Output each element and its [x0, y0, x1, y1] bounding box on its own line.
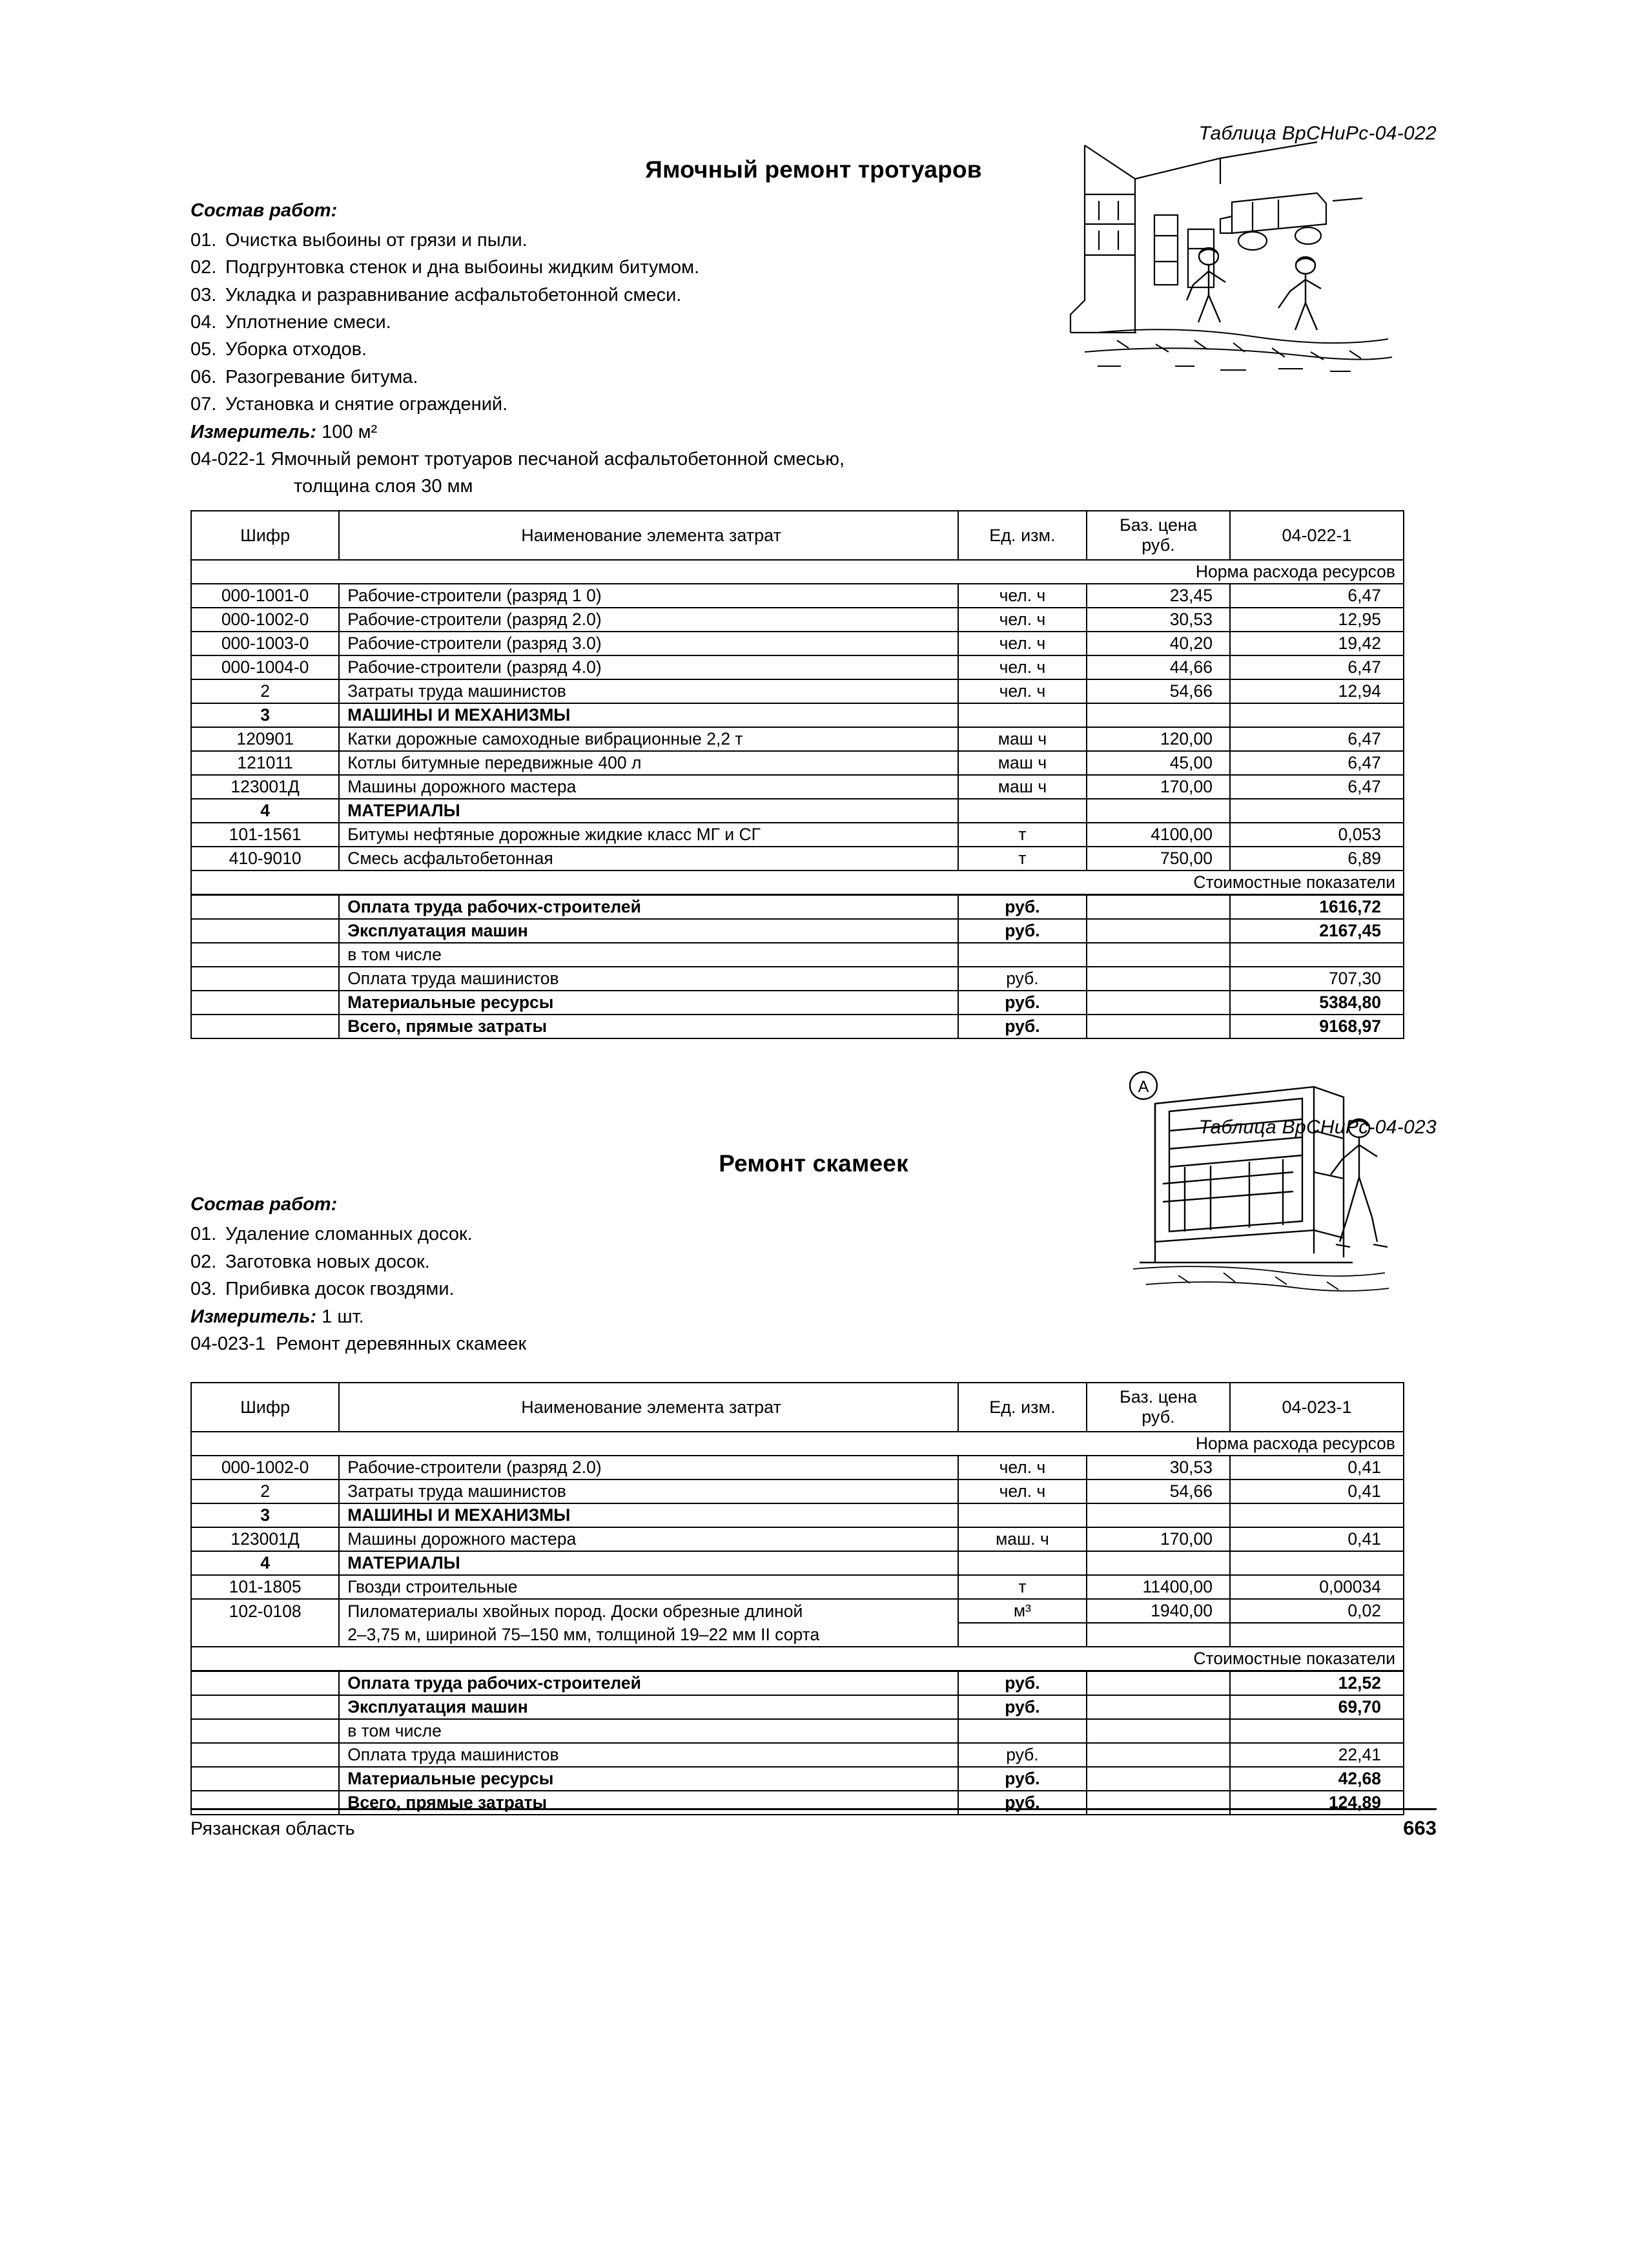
row-name: Рабочие-строители (разряд 2.0): [339, 1456, 958, 1479]
row-unit: чел. ч: [958, 1456, 1087, 1479]
work-text: Заготовка новых досок.: [225, 1251, 430, 1272]
cost-row: [191, 1767, 1404, 1791]
cost-row: [191, 919, 1404, 943]
table-row: [191, 751, 1404, 775]
work-text: Подгрунтовка стенок и дна выбоины жидким битумом.: [225, 257, 700, 278]
cost-unit: [958, 1719, 1087, 1743]
row-price: 4100,00: [1087, 823, 1230, 847]
row-name: Гвозди строительные: [339, 1575, 958, 1599]
table-row: [191, 1479, 1404, 1503]
measure-label: Измеритель:: [190, 1306, 317, 1328]
row-unit: маш ч: [958, 775, 1087, 799]
section-pothole-repair: [190, 123, 1437, 1039]
cost-name: Эксплуатация машин: [339, 919, 958, 943]
cost-value: 42,68: [1230, 1767, 1404, 1791]
table-caption-2: Таблица ВрСНиРс-04-023: [1198, 1117, 1437, 1139]
row-unit: [958, 1503, 1087, 1527]
row-norm: 0,41: [1230, 1527, 1404, 1551]
header-price: [1087, 511, 1230, 560]
row-price: [1087, 1623, 1230, 1647]
band-label-norms: Норма расхода ресурсов: [191, 560, 1404, 584]
row-norm: 6,47: [1230, 655, 1404, 679]
row-name: МАТЕРИАЛЫ: [339, 1551, 958, 1575]
row-name: 2–3,75 м, шириной 75–150 мм, толщиной 19–22 мм II сорта: [339, 1623, 958, 1647]
row-unit: т: [958, 1575, 1087, 1599]
band-label-costs: Стоимостные показатели: [191, 871, 1404, 895]
row-norm: [1230, 1623, 1404, 1647]
row-name: МАТЕРИАЛЫ: [339, 799, 958, 823]
row-unit: чел. ч: [958, 632, 1087, 655]
cost-name: Оплата труда рабочих-строителей: [339, 895, 958, 920]
cost-unit: руб.: [958, 895, 1087, 920]
row-price: 45,00: [1087, 751, 1230, 775]
table-row: [191, 584, 1404, 608]
row-price: 1940,00: [1087, 1599, 1230, 1623]
cost-row: [191, 1719, 1404, 1743]
row-price: 170,00: [1087, 775, 1230, 799]
row-code: 123001Д: [191, 1527, 339, 1551]
row-name: Машины дорожного мастера: [339, 1527, 958, 1551]
table-row-group-header: [191, 799, 1404, 823]
code-text-2: толщина слоя 30 мм: [294, 476, 473, 497]
row-code: 101-1805: [191, 1575, 339, 1599]
cost-value: 69,70: [1230, 1695, 1404, 1719]
row-code: 2: [191, 1479, 339, 1503]
page-number: 663: [1403, 1817, 1437, 1839]
section-title-2: Ремонт скамеек: [719, 1150, 908, 1177]
list-item: [190, 282, 1437, 309]
row-price: 120,00: [1087, 727, 1230, 751]
row-unit: [958, 1551, 1087, 1575]
row-name: Смесь асфальтобетонная: [339, 847, 958, 871]
work-number: 02.: [190, 1251, 217, 1272]
cost-unit: руб.: [958, 1791, 1087, 1815]
row-name: Котлы битумные передвижные 400 л: [339, 751, 958, 775]
cost-name: в том числе: [339, 943, 958, 967]
row-code: 4: [191, 799, 339, 823]
row-price: [1087, 703, 1230, 727]
cost-unit: руб.: [958, 1767, 1087, 1791]
header-code: Шифр: [191, 1383, 339, 1432]
header-norm: 04-022-1: [1230, 511, 1404, 560]
cost-row: [191, 1015, 1404, 1038]
row-unit: чел. ч: [958, 584, 1087, 608]
row-code: 000-1004-0: [191, 655, 339, 679]
row-unit: чел. ч: [958, 655, 1087, 679]
measure-value: 1 шт.: [322, 1306, 364, 1328]
code-id: 04-023-1: [190, 1334, 266, 1355]
row-unit: [958, 1623, 1087, 1647]
row-code: 120901: [191, 727, 339, 751]
cost-row: [191, 1671, 1404, 1696]
table-row-group-header: [191, 703, 1404, 727]
row-price: 30,53: [1087, 608, 1230, 632]
row-code: 121011: [191, 751, 339, 775]
work-number: 05.: [190, 339, 217, 360]
table-row: [191, 608, 1404, 632]
cost-unit: руб.: [958, 1015, 1087, 1038]
table-row-group-header: [191, 1503, 1404, 1527]
row-name: МАШИНЫ И МЕХАНИЗМЫ: [339, 1503, 958, 1527]
row-code: 000-1002-0: [191, 608, 339, 632]
measure-line-1: [190, 422, 1437, 443]
row-norm: 0,41: [1230, 1479, 1404, 1503]
header-name: Наименование элемента затрат: [339, 1383, 958, 1432]
row-code: 410-9010: [191, 847, 339, 871]
row-name: МАШИНЫ И МЕХАНИЗМЫ: [339, 703, 958, 727]
band-row-norms: [191, 560, 1404, 584]
row-code: 101-1561: [191, 823, 339, 847]
work-text: Удаление сломанных досок.: [225, 1224, 473, 1245]
row-norm: 6,47: [1230, 727, 1404, 751]
band-row-costs: [191, 1647, 1404, 1671]
code-line-2: [190, 1330, 1437, 1357]
works-label-2: Состав работ:: [190, 1194, 338, 1215]
cost-name: Оплата труда рабочих-строителей: [339, 1671, 958, 1696]
row-price: 750,00: [1087, 847, 1230, 871]
cost-name: Всего, прямые затраты: [339, 1015, 958, 1038]
table-row: [191, 655, 1404, 679]
row-price: 44,66: [1087, 655, 1230, 679]
header-price: [1087, 1383, 1230, 1432]
row-norm: 6,47: [1230, 751, 1404, 775]
cost-unit: руб.: [958, 1743, 1087, 1767]
list-item: [190, 1221, 1437, 1248]
table-row: [191, 847, 1404, 871]
header-norm: 04-023-1: [1230, 1383, 1404, 1432]
row-code: 102-0108: [191, 1599, 339, 1623]
row-unit: маш. ч: [958, 1527, 1087, 1551]
row-code: 000-1001-0: [191, 584, 339, 608]
row-name: Затраты труда машинистов: [339, 1479, 958, 1503]
cost-value: 5384,80: [1230, 991, 1404, 1015]
cost-value: [1230, 1719, 1404, 1743]
row-unit: маш ч: [958, 727, 1087, 751]
page-footer: [190, 1808, 1437, 1840]
header-unit: Ед. изм.: [958, 511, 1087, 560]
row-name: Машины дорожного мастера: [339, 775, 958, 799]
row-code: 000-1003-0: [191, 632, 339, 655]
header-price-sub: руб.: [1142, 1407, 1175, 1427]
table-row: [191, 823, 1404, 847]
table-header-row: [191, 1383, 1404, 1432]
header-price-sub: руб.: [1142, 535, 1175, 555]
table-row: [191, 1456, 1404, 1479]
row-code: 3: [191, 1503, 339, 1527]
row-unit: маш ч: [958, 751, 1087, 775]
row-name: Рабочие-строители (разряд 1 0): [339, 584, 958, 608]
work-text: Очистка выбоины от грязи и пыли.: [225, 230, 527, 251]
cost-unit: [958, 943, 1087, 967]
code-id: 04-022-1: [190, 449, 266, 470]
cost-name: Материальные ресурсы: [339, 991, 958, 1015]
work-number: 01.: [190, 230, 217, 251]
cost-value: 22,41: [1230, 1743, 1404, 1767]
work-number: 06.: [190, 366, 217, 387]
row-norm: 12,95: [1230, 608, 1404, 632]
row-norm: 0,00034: [1230, 1575, 1404, 1599]
work-text: Прибивка досок гвоздями.: [225, 1279, 455, 1300]
row-price: [1087, 1551, 1230, 1575]
work-text: Укладка и разравнивание асфальтобетонной смеси.: [225, 284, 682, 305]
row-norm: 0,41: [1230, 1456, 1404, 1479]
row-code: 3: [191, 703, 339, 727]
list-item: [190, 1275, 1437, 1303]
cost-row: [191, 1743, 1404, 1767]
work-number: 04.: [190, 311, 217, 333]
row-norm: 12,94: [1230, 679, 1404, 703]
work-number: 02.: [190, 257, 217, 278]
work-text: Установка и снятие ограждений.: [225, 393, 508, 415]
row-name: Затраты труда машинистов: [339, 679, 958, 703]
row-price: 30,53: [1087, 1456, 1230, 1479]
works-list-2: [190, 1221, 1437, 1303]
cost-unit: руб.: [958, 991, 1087, 1015]
table-caption-1: Таблица ВрСНиРс-04-022: [1198, 123, 1437, 144]
row-name: Рабочие-строители (разряд 2.0): [339, 608, 958, 632]
row-norm: 6,89: [1230, 847, 1404, 871]
cost-name: Оплата труда машинистов: [339, 1743, 958, 1767]
cost-row: [191, 943, 1404, 967]
row-unit: чел. ч: [958, 1479, 1087, 1503]
cost-value: 124,89: [1230, 1791, 1404, 1815]
row-code: 4: [191, 1551, 339, 1575]
cost-unit: руб.: [958, 1695, 1087, 1719]
row-unit: [958, 799, 1087, 823]
band-row-costs: [191, 871, 1404, 895]
table-row: [191, 775, 1404, 799]
cost-name: Материальные ресурсы: [339, 1767, 958, 1791]
row-norm: [1230, 799, 1404, 823]
cost-row: [191, 895, 1404, 920]
row-price: 11400,00: [1087, 1575, 1230, 1599]
work-text: Разогревание битума.: [225, 366, 418, 387]
row-code: 000-1002-0: [191, 1456, 339, 1479]
cost-name: в том числе: [339, 1719, 958, 1743]
cost-value: 1616,72: [1230, 895, 1404, 920]
cost-unit: руб.: [958, 967, 1087, 991]
section-title-1: Ямочный ремонт тротуаров: [645, 156, 982, 183]
table-row: [191, 1599, 1404, 1623]
list-item: [190, 364, 1437, 391]
measure-label: Измеритель:: [190, 422, 317, 443]
row-norm: 0,02: [1230, 1599, 1404, 1623]
header-price-main: Баз. цена: [1119, 1387, 1197, 1407]
norms-table-2: [190, 1382, 1404, 1815]
cost-value: 2167,45: [1230, 919, 1404, 943]
footer-divider: [190, 1808, 1437, 1810]
norms-table-1: [190, 510, 1404, 1039]
band-label-costs: Стоимостные показатели: [191, 1647, 1404, 1671]
row-unit: чел. ч: [958, 679, 1087, 703]
list-item: [190, 254, 1437, 281]
header-unit: Ед. изм.: [958, 1383, 1087, 1432]
row-norm: 19,42: [1230, 632, 1404, 655]
list-item: [190, 1248, 1437, 1275]
row-norm: 6,47: [1230, 584, 1404, 608]
table-row: [191, 1575, 1404, 1599]
row-unit: т: [958, 847, 1087, 871]
row-price: 54,66: [1087, 1479, 1230, 1503]
header-name: Наименование элемента затрат: [339, 511, 958, 560]
cost-value: 9168,97: [1230, 1015, 1404, 1038]
cost-unit: руб.: [958, 1671, 1087, 1696]
row-unit: [958, 703, 1087, 727]
row-price: 170,00: [1087, 1527, 1230, 1551]
header-code: Шифр: [191, 511, 339, 560]
row-norm: [1230, 703, 1404, 727]
row-price: 40,20: [1087, 632, 1230, 655]
row-norm: [1230, 1503, 1404, 1527]
row-price: [1087, 799, 1230, 823]
work-number: 03.: [190, 1279, 217, 1300]
cost-row: [191, 991, 1404, 1015]
cost-row: [191, 1695, 1404, 1719]
work-text: Уплотнение смеси.: [225, 311, 391, 333]
section-bench-repair: [190, 1117, 1437, 1815]
table-row: [191, 632, 1404, 655]
row-price: 23,45: [1087, 584, 1230, 608]
row-norm: [1230, 1551, 1404, 1575]
cost-row: [191, 967, 1404, 991]
list-item: [190, 309, 1437, 336]
cost-name: Оплата труда машинистов: [339, 967, 958, 991]
work-number: 07.: [190, 393, 217, 415]
row-unit: чел. ч: [958, 608, 1087, 632]
row-name: Битумы нефтяные дорожные жидкие класс МГ и СГ: [339, 823, 958, 847]
work-text: Уборка отходов.: [225, 339, 367, 360]
cost-value: 707,30: [1230, 967, 1404, 991]
measure-value: 100 м²: [322, 422, 378, 443]
list-item: [190, 391, 1437, 418]
table-header-row: [191, 511, 1404, 560]
svg-text:А: А: [1138, 1078, 1149, 1096]
row-code: 2: [191, 679, 339, 703]
document-body: [190, 123, 1437, 1815]
code-text: Ямочный ремонт тротуаров песчаной асфальтобетонной смесью,: [271, 449, 845, 470]
table-row: [191, 679, 1404, 703]
table-row: [191, 727, 1404, 751]
list-item: [190, 336, 1437, 363]
table-row-continuation: [191, 1623, 1404, 1647]
row-name: Рабочие-строители (разряд 3.0): [339, 632, 958, 655]
row-name: Рабочие-строители (разряд 4.0): [339, 655, 958, 679]
cost-value: [1230, 943, 1404, 967]
row-name: Катки дорожные самоходные вибрационные 2,2 т: [339, 727, 958, 751]
row-name: Пиломатериалы хвойных пород. Доски обрезные длиной: [339, 1599, 958, 1623]
row-price: 54,66: [1087, 679, 1230, 703]
row-unit: т: [958, 823, 1087, 847]
works-label-1: Состав работ:: [190, 200, 338, 221]
works-list-1: [190, 227, 1437, 418]
cost-name: Всего, прямые затраты: [339, 1791, 958, 1815]
row-code: [191, 1623, 339, 1647]
cost-unit: руб.: [958, 919, 1087, 943]
work-number: 03.: [190, 284, 217, 305]
list-item: [190, 227, 1437, 254]
cost-value: 12,52: [1230, 1671, 1404, 1696]
code-line-1: [190, 446, 1437, 500]
band-row-norms: [191, 1432, 1404, 1456]
band-label-norms: Норма расхода ресурсов: [191, 1432, 1404, 1456]
footer-region: Рязанская область: [190, 1819, 355, 1839]
row-unit: м³: [958, 1599, 1087, 1623]
table-row: [191, 1527, 1404, 1551]
table-row-group-header: [191, 1551, 1404, 1575]
code-text: Ремонт деревянных скамеек: [276, 1334, 527, 1355]
header-price-main: Баз. цена: [1119, 515, 1197, 535]
cost-name: Эксплуатация машин: [339, 1695, 958, 1719]
row-price: [1087, 1503, 1230, 1527]
work-number: 01.: [190, 1224, 217, 1245]
row-norm: 6,47: [1230, 775, 1404, 799]
row-code: 123001Д: [191, 775, 339, 799]
row-norm: 0,053: [1230, 823, 1404, 847]
measure-line-2: [190, 1306, 1437, 1328]
